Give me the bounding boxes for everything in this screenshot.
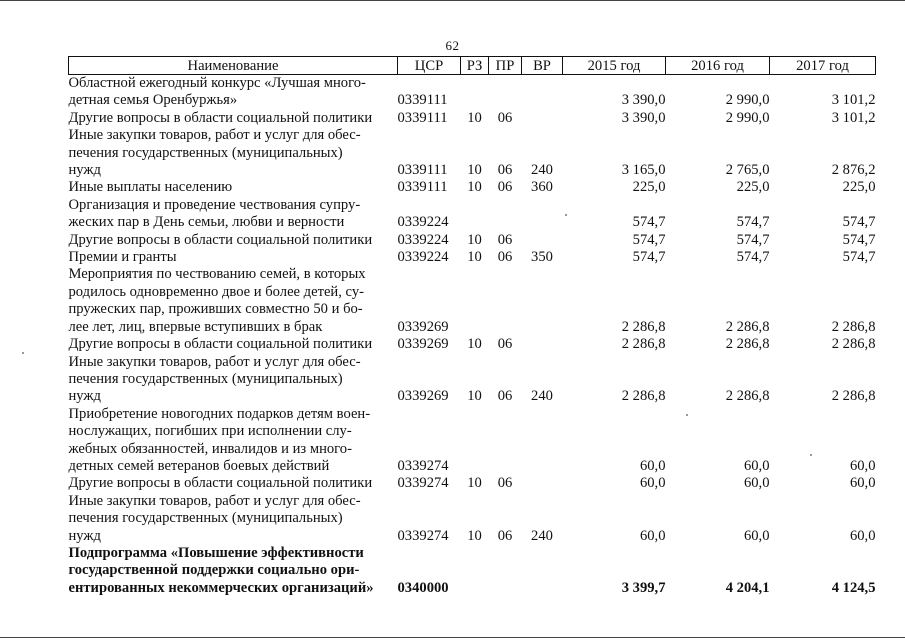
name-line: Областной ежегодный конкурс «Лучшая много- [68, 75, 366, 91]
cell-name [69, 75, 398, 110]
table-header-row [69, 57, 876, 75]
cell-vr: 240 [531, 162, 553, 179]
scan-speck [565, 214, 567, 216]
header-vr: ВР [522, 57, 563, 75]
cell-pr [489, 545, 522, 597]
cell-csr: 0339111 [397, 179, 448, 196]
top-border-rule [0, 0, 905, 1]
table-body [69, 75, 876, 598]
header-name: Наименование [69, 57, 398, 75]
cell-csr: 0339111 [397, 109, 448, 126]
cell-2017: 574,7 [842, 231, 876, 248]
table-row [69, 179, 876, 196]
cell-rz [461, 545, 489, 597]
cell-2016: 2 765,0 [725, 162, 770, 179]
cell-2016: 60,0 [743, 457, 770, 474]
bottom-border-rule [0, 637, 905, 638]
cell-2017: 60,0 [849, 475, 876, 492]
cell-2017: 2 286,8 [831, 318, 876, 335]
scan-speck [22, 352, 24, 354]
page-number: 62 [445, 38, 460, 53]
name-line: печения государственных (муниципальных) [68, 144, 343, 161]
budget-table [68, 56, 876, 597]
cell-csr: 0339269 [397, 388, 449, 405]
cell-2017: 60,0 [849, 527, 876, 544]
cell-name [69, 545, 398, 597]
name-line: детных семей ветеранов боевых действий [68, 457, 330, 474]
cell-rz: 10 [467, 527, 482, 544]
name-line: Организация и проведение чествования супру- [68, 196, 361, 213]
cell-vr: 240 [531, 527, 553, 544]
cell-pr: 06 [497, 179, 513, 196]
table-row [69, 493, 876, 545]
cell-csr: 0339274 [397, 527, 449, 544]
cell-2017: 574,7 [842, 214, 876, 231]
cell-csr: 0339269 [397, 336, 449, 353]
cell-2015: 3 165,0 [621, 162, 666, 179]
cell-2017: 4 124,5 [831, 579, 876, 596]
name-line: ентированных некоммерческих организаций» [68, 579, 374, 596]
cell-2015: 2 286,8 [621, 388, 666, 405]
name-line: нослужащих, погибших при исполнении слу- [68, 423, 352, 440]
name-line: Мероприятия по чествованию семей, в которых [68, 266, 366, 283]
cell-name [69, 354, 398, 406]
cell-2015: 3 399,7 [621, 579, 666, 596]
cell-2016: 2 286,8 [725, 318, 770, 335]
cell-name [69, 110, 398, 127]
cell-name [69, 179, 398, 196]
cell-rz: 10 [467, 475, 482, 492]
cell-name [69, 336, 398, 353]
cell-csr: 0339111 [397, 92, 448, 109]
cell-csr: 0340000 [397, 579, 449, 596]
cell-rz: 10 [467, 179, 482, 196]
cell-rz [461, 406, 489, 476]
cell-csr: 0339274 [397, 475, 449, 492]
cell-name [69, 197, 398, 232]
name-line: родилось одновременно двое и более детей, су- [68, 283, 364, 300]
name-line: государственной поддержки социально ори- [68, 562, 360, 579]
cell-2015: 60,0 [639, 457, 666, 474]
table-row [69, 336, 876, 353]
cell-2016: 2 286,8 [725, 388, 770, 405]
cell-pr: 06 [497, 231, 513, 248]
cell-rz [461, 266, 489, 336]
cell-2015: 574,7 [632, 249, 666, 266]
table-row [69, 266, 876, 336]
cell-2015: 574,7 [632, 231, 666, 248]
cell-pr [489, 406, 522, 476]
cell-vr [522, 475, 563, 492]
table-row [69, 197, 876, 232]
cell-2015: 3 390,0 [621, 92, 666, 109]
cell-vr [522, 110, 563, 127]
cell-2016: 574,7 [736, 231, 770, 248]
cell-vr: 360 [531, 179, 553, 196]
cell-vr [522, 545, 563, 597]
cell-2015: 60,0 [639, 527, 666, 544]
name-line: нужд [68, 162, 101, 179]
cell-name [69, 266, 398, 336]
cell-pr: 06 [497, 249, 513, 266]
cell-rz [461, 75, 489, 110]
cell-csr: 0339269 [397, 318, 449, 335]
name-line: Иные закупки товаров, работ и услуг для обес- [68, 353, 361, 370]
cell-vr: 240 [531, 388, 553, 405]
name-line: печения государственных (муниципальных) [68, 510, 343, 527]
cell-2015: 60,0 [639, 475, 666, 492]
name-line: Другие вопросы в области социальной политики [68, 231, 373, 248]
cell-rz: 10 [467, 336, 482, 353]
name-line: Другие вопросы в области социальной политики [68, 109, 373, 126]
cell-2017: 2 876,2 [831, 162, 876, 179]
cell-2016: 2 990,0 [725, 109, 770, 126]
cell-2016: 2 286,8 [725, 336, 770, 353]
cell-2015: 2 286,8 [621, 336, 666, 353]
cell-name [69, 493, 398, 545]
scan-speck [810, 454, 812, 456]
cell-vr [522, 232, 563, 249]
cell-name [69, 249, 398, 266]
cell-pr: 06 [497, 162, 513, 179]
name-line: Иные закупки товаров, работ и услуг для обес- [68, 492, 361, 509]
cell-name [69, 232, 398, 249]
name-line: детная семья Оренбуржья» [68, 92, 238, 109]
cell-pr [489, 197, 522, 232]
cell-pr: 06 [497, 475, 513, 492]
cell-2017: 3 101,2 [831, 92, 876, 109]
cell-2016: 60,0 [743, 527, 770, 544]
cell-vr [522, 197, 563, 232]
cell-name [69, 475, 398, 492]
name-line: Приобретение новогодних подарков детям воен- [68, 405, 371, 422]
table-row [69, 110, 876, 127]
cell-2016: 60,0 [743, 475, 770, 492]
header-csr: ЦСР [398, 57, 461, 75]
name-line: печения государственных (муниципальных) [68, 370, 343, 387]
header-rz: РЗ [461, 57, 489, 75]
cell-vr [522, 266, 563, 336]
header-2016: 2016 год [666, 57, 770, 75]
table-row [69, 475, 876, 492]
table-row [69, 406, 876, 476]
cell-2017: 2 286,8 [831, 336, 876, 353]
cell-rz [461, 197, 489, 232]
cell-rz: 10 [467, 388, 482, 405]
header-pr: ПР [489, 57, 522, 75]
name-line: Другие вопросы в области социальной политики [68, 336, 373, 353]
cell-name [69, 406, 398, 476]
cell-2017: 60,0 [849, 457, 876, 474]
name-line: Иные выплаты населению [68, 179, 233, 196]
table-row [69, 232, 876, 249]
cell-pr: 06 [497, 527, 513, 544]
cell-vr [522, 336, 563, 353]
cell-2015: 574,7 [632, 214, 666, 231]
cell-vr [522, 75, 563, 110]
table-row [69, 127, 876, 179]
cell-rz: 10 [467, 249, 482, 266]
cell-2016: 574,7 [736, 214, 770, 231]
name-line: нужд [68, 527, 101, 544]
cell-2017: 3 101,2 [831, 109, 876, 126]
name-line: пружеских пар, проживших совместно 50 и бо- [68, 301, 363, 318]
name-line: Другие вопросы в области социальной политики [68, 475, 373, 492]
cell-2016: 225,0 [736, 179, 770, 196]
cell-csr: 0339111 [397, 162, 448, 179]
cell-2016: 2 990,0 [725, 92, 770, 109]
header-2017: 2017 год [770, 57, 876, 75]
cell-csr: 0339224 [397, 249, 449, 266]
cell-2016: 574,7 [736, 249, 770, 266]
cell-name [69, 127, 398, 179]
cell-vr: 350 [531, 249, 553, 266]
name-line: Премии и гранты [68, 249, 177, 266]
cell-pr: 06 [497, 109, 513, 126]
cell-2017: 574,7 [842, 249, 876, 266]
cell-pr: 06 [497, 388, 513, 405]
cell-vr [522, 406, 563, 476]
cell-rz: 10 [467, 109, 482, 126]
cell-2017: 225,0 [842, 179, 876, 196]
cell-pr [489, 266, 522, 336]
name-line: жеских пар в День семьи, любви и верности [68, 214, 345, 231]
cell-csr: 0339224 [397, 214, 449, 231]
cell-2015: 2 286,8 [621, 318, 666, 335]
cell-pr: 06 [497, 336, 513, 353]
cell-2017: 2 286,8 [831, 388, 876, 405]
cell-csr: 0339224 [397, 231, 449, 248]
table-row [69, 545, 876, 597]
name-line: нужд [68, 388, 101, 405]
cell-2015: 225,0 [632, 179, 666, 196]
name-line: лее лет, лиц, впервые вступивших в брак [68, 318, 323, 335]
header-2015: 2015 год [563, 57, 666, 75]
name-line: жебных обязанностей, инвалидов и из много- [68, 440, 352, 457]
cell-2016: 4 204,1 [725, 579, 770, 596]
cell-pr [489, 75, 522, 110]
scan-speck [686, 414, 688, 416]
cell-2015: 3 390,0 [621, 109, 666, 126]
table-row [69, 75, 876, 110]
cell-rz: 10 [467, 231, 482, 248]
table-row [69, 354, 876, 406]
cell-csr: 0339274 [397, 457, 449, 474]
name-line: Подпрограмма «Повышение эффективности [68, 544, 364, 561]
table-row [69, 249, 876, 266]
name-line: Иные закупки товаров, работ и услуг для обес- [68, 127, 361, 144]
cell-rz: 10 [467, 162, 482, 179]
